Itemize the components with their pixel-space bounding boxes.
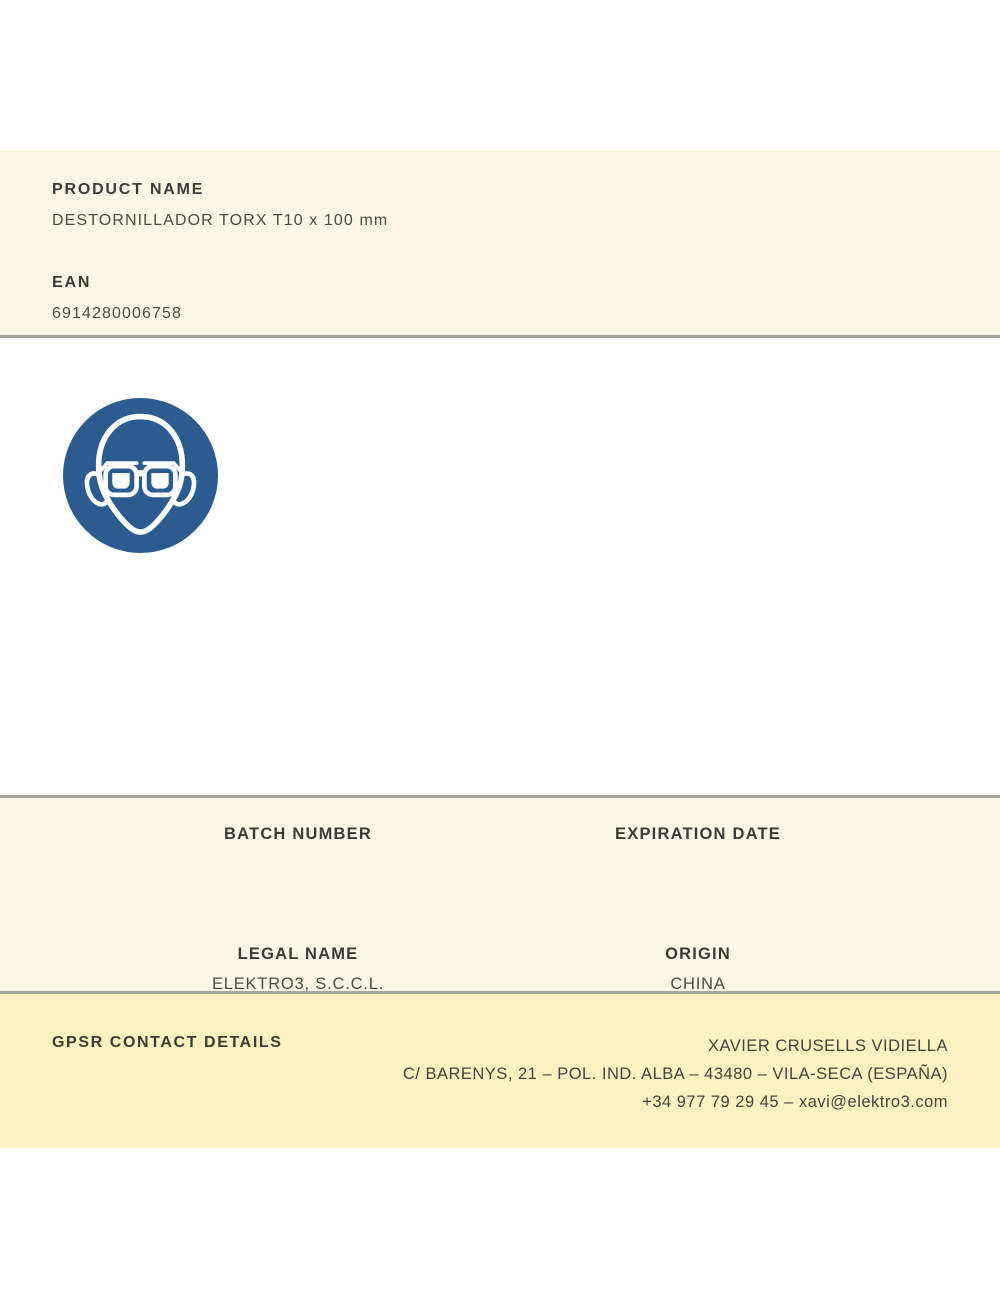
details-row-legal-origin — [98, 944, 898, 994]
eye-protection-icon — [63, 398, 218, 553]
product-name-label: PRODUCT NAME — [52, 181, 205, 198]
origin-label: ORIGIN — [665, 945, 731, 963]
batch-number-value — [98, 854, 498, 874]
expiration-date-value — [498, 854, 898, 874]
contact-person-name: XAVIER CRUSELLS VIDIELLA — [707, 1037, 948, 1055]
origin-value: CHINA — [670, 975, 726, 993]
product-info-section — [0, 150, 1000, 338]
batch-number-block — [98, 824, 498, 874]
legal-name-value: ELEKTRO3, S.C.C.L. — [211, 975, 385, 993]
gpsr-contact-block — [403, 1032, 948, 1116]
origin-block — [498, 944, 898, 994]
expiration-date-label: EXPIRATION DATE — [615, 825, 781, 843]
expiration-date-block — [498, 824, 898, 874]
legal-name-label: LEGAL NAME — [237, 945, 359, 963]
details-section — [0, 795, 1000, 994]
product-name-value: DESTORNILLADOR TORX T10 x 100 mm — [52, 212, 389, 229]
details-row-batch-expiration — [98, 824, 898, 874]
ean-value: 6914280006758 — [52, 305, 182, 322]
gpsr-contact-section — [0, 994, 1000, 1148]
ean-label: EAN — [52, 274, 92, 291]
legal-name-block — [98, 944, 498, 994]
gpsr-contact-label: GPSR CONTACT DETAILS — [52, 1034, 283, 1051]
batch-number-label: BATCH NUMBER — [224, 825, 372, 843]
ean-block — [52, 273, 948, 324]
product-name-block — [52, 180, 948, 231]
contact-address: C/ BARENYS, 21 – POL. IND. ALBA – 43480 – VILA-SECA (ESPAÑA) — [402, 1065, 948, 1083]
contact-phone-email: +34 977 79 29 45 – xavi@elektro3.com — [642, 1093, 948, 1111]
